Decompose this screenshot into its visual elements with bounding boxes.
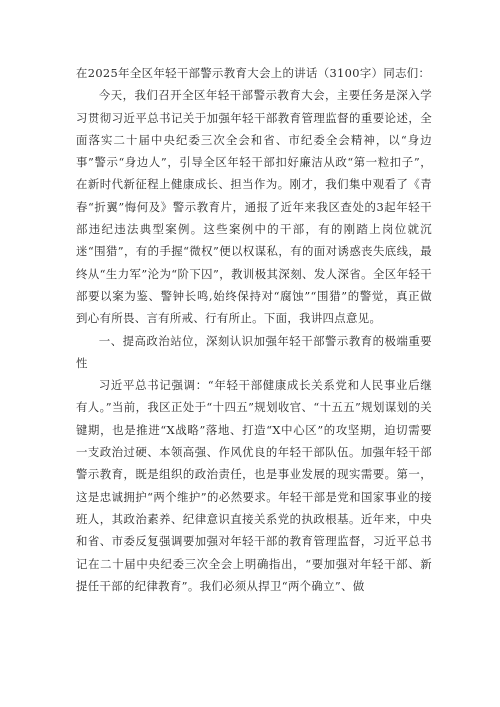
document-body (76, 62, 432, 597)
paragraph-section-1: 习近平总书记强调：“年轻干部健康成长关系党和人民事业后继有人。”当前，我区正处于“十四五”规划收官、“十五五”规划谋划的关键期，也是推进“X战略”落地、打造“X中心区”的攻坚期，迫切需要一支政治过硬、本领高强、作风优良的年轻干部队伍。加强年轻干部警示教育，既是组织的政治责任，也是事业发展的现实需要。第一，这是忠诚拥护“两个维护”的必然要求。年轻干部是党和国家事业的接班人，其政治素养、纪律意识直接关系党的执政根基。近年来，中央和省、市委反复强调要加强对年轻干部的教育管理监督，习近平总书记在二十届中央纪委三次全会上明确指出，“要加强对年轻干部、新提任干部的纪律教育”。我们必须从捍卫“两个确立”、做 (76, 378, 432, 593)
section-heading-1: 一、提高政治站位，深刻认识加强年轻干部警示教育的极端重要性 (76, 333, 432, 370)
document-title-line: 在2025年全区年轻干部警示教育大会上的讲话（3100字）同志们： (76, 66, 431, 80)
paragraph-opening: 今天，我们召开全区年轻干部警示教育大会，主要任务是深入学习贯彻习近平总书记关于加强年轻干部教育管理监督的重要论述，全面落实二十届中央纪委三次全会和省、市纪委全会精神，以“身边事”警示“身边人”，引导全区年轻干部扣好廉洁从政“第一粒扣子”，在新时代新征程上健康成长、担当作为。刚才，我们集中观看了《青春“折翼”悔何及》警示教育片，通报了近年来我区查处的3起年轻干部违纪违法典型案例。这些案例中的干部，有的刚踏上岗位就沉迷“围猎”，有的手握“微权”便以权谋私，有的面对诱惑丧失底线，最终从“生力军”沦为“阶下囚”，教训极其深刻、发人深省。全区年轻干部要以案为鉴、警钟长鸣,始终保持对“腐蚀”“围猎”的警觉，真正做到心有所畏、言有所戒、行有所止。下面，我讲四点意见。 (76, 88, 432, 326)
